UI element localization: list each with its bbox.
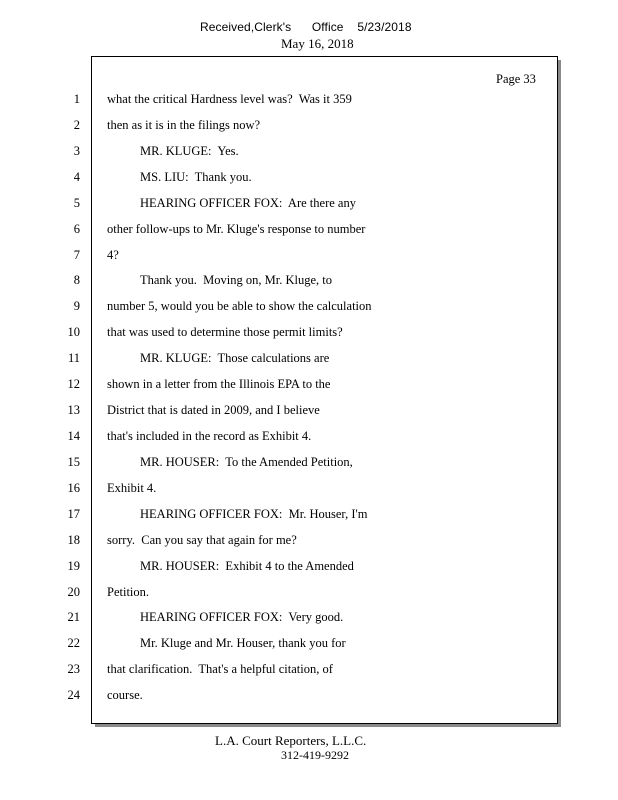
line-number: 8	[73, 273, 80, 288]
line-text: number 5, would you be able to show the calculation	[107, 299, 372, 314]
transcript-line	[0, 143, 618, 169]
transcript-line	[0, 247, 618, 273]
transcript-line	[0, 376, 618, 402]
transcript-line	[0, 324, 618, 350]
document-date: May 16, 2018	[281, 36, 354, 51]
transcript-line	[0, 402, 618, 428]
transcript-line	[0, 221, 618, 247]
transcript-line	[0, 506, 618, 532]
line-text: shown in a letter from the Illinois EPA to the	[107, 377, 331, 392]
line-text: 4?	[107, 247, 119, 262]
transcript-line	[0, 558, 618, 584]
line-text: what the critical Hardness level was? Was it 359	[107, 92, 352, 106]
line-number: 13	[67, 403, 80, 418]
line-number: 11	[67, 351, 80, 366]
line-text: course.	[107, 688, 143, 703]
line-text: Thank you. Moving on, Mr. Kluge, to	[140, 273, 333, 288]
transcript-line	[0, 428, 618, 454]
line-number: 15	[67, 454, 80, 469]
line-text: HEARING OFFICER FOX: Mr. Houser, I'm	[140, 506, 368, 521]
line-number: 4	[73, 169, 80, 184]
footer-company: L.A. Court Reporters, L.L.C.	[215, 733, 367, 748]
transcript-line	[0, 687, 618, 713]
transcript-line	[0, 117, 618, 143]
line-number: 24	[67, 688, 80, 703]
transcript-line	[0, 350, 618, 376]
line-text: Exhibit 4.	[107, 480, 157, 495]
transcript-lines	[0, 91, 618, 713]
line-number: 1	[73, 92, 80, 106]
line-number: 7	[73, 247, 80, 262]
transcript-line	[0, 298, 618, 324]
transcript-line	[0, 480, 618, 506]
transcript-line	[0, 635, 618, 661]
line-text: Petition.	[107, 584, 150, 599]
line-text: that clarification. That's a helpful citation, of	[107, 662, 333, 677]
line-text: then as it is in the filings now?	[107, 117, 261, 132]
line-text: sorry. Can you say that again for me?	[107, 532, 297, 547]
line-text: other follow-ups to Mr. Kluge's response to number	[107, 221, 366, 236]
page-number: Page 33	[496, 72, 536, 86]
footer-phone: 312-419-9292	[281, 748, 349, 762]
line-number: 2	[73, 117, 80, 132]
transcript-line	[0, 272, 618, 298]
line-text: MR. KLUGE: Those calculations are	[140, 351, 330, 366]
transcript-line	[0, 584, 618, 610]
line-text: that was used to determine those permit limits?	[107, 325, 343, 340]
line-number: 12	[67, 377, 80, 392]
received-stamp: Received,Clerk's Office 5/23/2018	[200, 20, 412, 34]
line-text: Mr. Kluge and Mr. Houser, thank you for	[140, 636, 346, 651]
line-text: MR. HOUSER: To the Amended Petition,	[140, 454, 353, 469]
line-text: District that is dated in 2009, and I believe	[107, 403, 320, 418]
transcript-line	[0, 169, 618, 195]
line-number: 9	[73, 299, 80, 314]
line-text: MS. LIU: Thank you.	[140, 169, 252, 184]
line-text: HEARING OFFICER FOX: Very good.	[140, 610, 344, 625]
line-number: 19	[67, 558, 80, 573]
line-number: 3	[73, 143, 80, 158]
line-text: that's included in the record as Exhibit 4.	[107, 428, 312, 443]
line-number: 23	[67, 662, 80, 677]
transcript-line	[0, 195, 618, 221]
line-number: 22	[67, 636, 80, 651]
transcript-line	[0, 532, 618, 558]
line-text: MR. HOUSER: Exhibit 4 to the Amended	[140, 558, 354, 573]
transcript-line	[0, 454, 618, 480]
line-text: HEARING OFFICER FOX: Are there any	[140, 195, 356, 210]
line-number: 18	[67, 532, 80, 547]
line-number: 14	[67, 428, 80, 443]
line-number: 16	[67, 480, 80, 495]
line-text: MR. KLUGE: Yes.	[140, 143, 239, 158]
transcript-line	[0, 661, 618, 687]
line-number: 10	[67, 325, 80, 340]
line-number: 5	[73, 195, 80, 210]
line-number: 6	[73, 221, 80, 236]
line-number: 17	[67, 506, 80, 521]
line-number: 21	[67, 610, 80, 625]
transcript-line	[0, 609, 618, 635]
transcript-line	[0, 91, 618, 117]
line-number: 20	[67, 584, 80, 599]
